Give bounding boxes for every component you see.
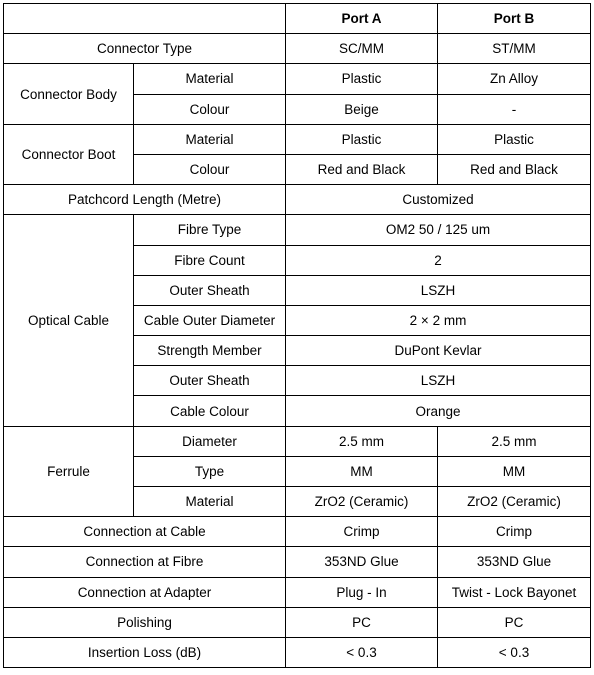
port-b-value: - bbox=[438, 94, 591, 124]
group-label: Connector Boot bbox=[4, 124, 134, 184]
shared-value: LSZH bbox=[286, 366, 591, 396]
sub-label: Material bbox=[134, 124, 286, 154]
port-b-value: PC bbox=[438, 607, 591, 637]
sub-label: Strength Member bbox=[134, 336, 286, 366]
header-blank-cell bbox=[4, 4, 286, 34]
shared-value: 2 bbox=[286, 245, 591, 275]
port-b-value: < 0.3 bbox=[438, 637, 591, 667]
group-label: Optical Cable bbox=[4, 215, 134, 426]
port-a-value: SC/MM bbox=[286, 34, 438, 64]
row-label: Patchcord Length (Metre) bbox=[4, 185, 286, 215]
port-a-value: Red and Black bbox=[286, 154, 438, 184]
port-a-value: Plastic bbox=[286, 64, 438, 94]
table-row bbox=[4, 124, 591, 154]
port-b-value: Twist - Lock Bayonet bbox=[438, 577, 591, 607]
port-b-value: 2.5 mm bbox=[438, 426, 591, 456]
port-b-value: MM bbox=[438, 456, 591, 486]
table-row bbox=[4, 185, 591, 215]
port-a-value: PC bbox=[286, 607, 438, 637]
port-b-value: ST/MM bbox=[438, 34, 591, 64]
table-row bbox=[4, 64, 591, 94]
port-a-value: Crimp bbox=[286, 517, 438, 547]
table-row bbox=[4, 517, 591, 547]
sub-label: Type bbox=[134, 456, 286, 486]
port-a-value: 2.5 mm bbox=[286, 426, 438, 456]
port-a-value: Plastic bbox=[286, 124, 438, 154]
port-a-value: ZrO2 (Ceramic) bbox=[286, 487, 438, 517]
header-port-b: Port B bbox=[438, 4, 591, 34]
row-label: Insertion Loss (dB) bbox=[4, 637, 286, 667]
row-label: Polishing bbox=[4, 607, 286, 637]
row-label: Connection at Fibre bbox=[4, 547, 286, 577]
shared-value: Customized bbox=[286, 185, 591, 215]
sub-label: Colour bbox=[134, 94, 286, 124]
table-row bbox=[4, 547, 591, 577]
sub-label: Material bbox=[134, 64, 286, 94]
row-label: Connector Type bbox=[4, 34, 286, 64]
port-b-value: Zn Alloy bbox=[438, 64, 591, 94]
row-label: Connection at Cable bbox=[4, 517, 286, 547]
shared-value: Orange bbox=[286, 396, 591, 426]
sub-label: Cable Outer Diameter bbox=[134, 305, 286, 335]
shared-value: DuPont Kevlar bbox=[286, 336, 591, 366]
port-b-value: ZrO2 (Ceramic) bbox=[438, 487, 591, 517]
sub-label: Diameter bbox=[134, 426, 286, 456]
header-row bbox=[4, 4, 591, 34]
table-row bbox=[4, 34, 591, 64]
port-b-value: 353ND Glue bbox=[438, 547, 591, 577]
port-a-value: MM bbox=[286, 456, 438, 486]
group-label: Connector Body bbox=[4, 64, 134, 124]
table-row bbox=[4, 577, 591, 607]
row-label: Connection at Adapter bbox=[4, 577, 286, 607]
sub-label: Fibre Count bbox=[134, 245, 286, 275]
sub-label: Material bbox=[134, 487, 286, 517]
shared-value: LSZH bbox=[286, 275, 591, 305]
table-row bbox=[4, 637, 591, 667]
group-label: Ferrule bbox=[4, 426, 134, 517]
sub-label: Outer Sheath bbox=[134, 275, 286, 305]
port-b-value: Crimp bbox=[438, 517, 591, 547]
sub-label: Fibre Type bbox=[134, 215, 286, 245]
spec-table bbox=[3, 3, 591, 668]
port-b-value: Plastic bbox=[438, 124, 591, 154]
sub-label: Colour bbox=[134, 154, 286, 184]
port-a-value: < 0.3 bbox=[286, 637, 438, 667]
table-row bbox=[4, 607, 591, 637]
port-a-value: Beige bbox=[286, 94, 438, 124]
port-b-value: Red and Black bbox=[438, 154, 591, 184]
table-row bbox=[4, 215, 591, 245]
sub-label: Outer Sheath bbox=[134, 366, 286, 396]
port-a-value: 353ND Glue bbox=[286, 547, 438, 577]
port-a-value: Plug - In bbox=[286, 577, 438, 607]
sub-label: Cable Colour bbox=[134, 396, 286, 426]
table-row bbox=[4, 426, 591, 456]
shared-value: 2 × 2 mm bbox=[286, 305, 591, 335]
header-port-a: Port A bbox=[286, 4, 438, 34]
shared-value: OM2 50 / 125 um bbox=[286, 215, 591, 245]
